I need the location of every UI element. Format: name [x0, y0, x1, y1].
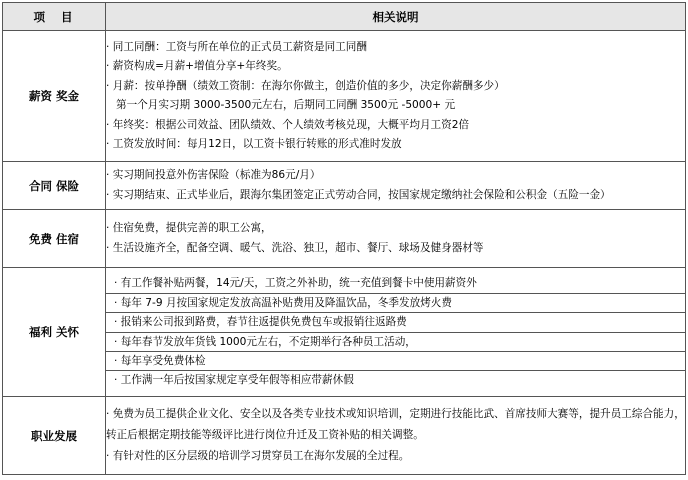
salary-line: · 工资发放时间：每月12日，以工资卡银行转账的形式准时发放	[106, 138, 402, 150]
row-contract	[3, 162, 686, 210]
welfare-line: · 每年 7-9 月按国家规定发放高温补贴费用及降温饮品，冬季发放烤火费	[106, 294, 685, 313]
salary-details	[106, 31, 686, 162]
welfare-line: · 有工作餐补贴两餐，14元/天，工资之外补助，统一充值到餐卡中使用薪资外	[106, 274, 685, 293]
category-housing: 免费 住宿	[3, 210, 106, 268]
welfare-line: · 报销来公司报到路费，春节往返提供免费包车或报销往返路费	[106, 313, 685, 332]
housing-line: · 住宿免费，提供完善的职工公寓，	[106, 222, 272, 234]
header-description: 相关说明	[106, 3, 686, 31]
salary-line: · 年终奖：根据公司效益、团队绩效、个人绩效考核兑现，大概平均月工资2倍	[106, 118, 470, 131]
category-career: 职业发展	[3, 397, 106, 475]
row-salary	[3, 31, 686, 162]
salary-line: · 同工同酬：工资与所在单位的正式员工薪资是同工同酬	[106, 40, 367, 53]
housing-line: · 生活设施齐全，配备空调、暖气、洗浴、独卫，超市、餐厅、球场及健身器材等	[106, 241, 484, 254]
header-item: 项目	[3, 3, 106, 31]
row-housing	[3, 210, 686, 268]
contract-line: · 实习期结束、正式毕业后，跟海尔集团签定正式劳动合同，按国家规定缴纳社会保险和公积金（五险一金）	[106, 188, 611, 201]
welfare-line: · 每年春节发放年货钱 1000元左右，不定期举行各种员工活动，	[106, 333, 685, 352]
welfare-details	[106, 268, 686, 397]
contract-details	[106, 162, 686, 210]
row-career	[3, 397, 686, 475]
category-welfare: 福利 关怀	[3, 268, 106, 397]
career-line: · 有针对性的区分层级的培训学习贯穿员工在海尔发展的全过程。	[106, 450, 410, 462]
contract-line: · 实习期间投意外伤害保险（标准为86元/月）	[106, 169, 321, 181]
row-welfare	[3, 268, 686, 397]
salary-line: · 薪资构成=月薪+增值分享+年终奖。	[106, 60, 288, 72]
salary-line: 第一个月实习期 3000-3500元左右，后期同工同酬 3500元 -5000+ 元	[116, 99, 456, 111]
salary-line: · 月薪：按单挣酬（绩效工资制：在海尔你做主，创造价值的多少，决定你薪酬多少）	[106, 79, 505, 92]
benefits-table	[2, 2, 686, 475]
housing-details	[106, 210, 686, 268]
category-contract: 合同 保险	[3, 162, 106, 210]
welfare-line: · 每年享受免费体检	[106, 352, 685, 371]
welfare-line: · 工作满一年后按国家规定享受年假等相应带薪休假	[114, 374, 354, 387]
header-row	[3, 3, 686, 31]
career-details	[106, 397, 686, 475]
category-salary: 薪资 奖金	[3, 31, 106, 162]
career-line: · 免费为员工提供企业文化、安全以及各类专业技术或知识培训，定期进行技能比武、首席技师大赛等，提升员工综合能力，转正后根据定期技能等级评比进行岗位升迁及工资补贴的相关调整。	[106, 408, 685, 441]
